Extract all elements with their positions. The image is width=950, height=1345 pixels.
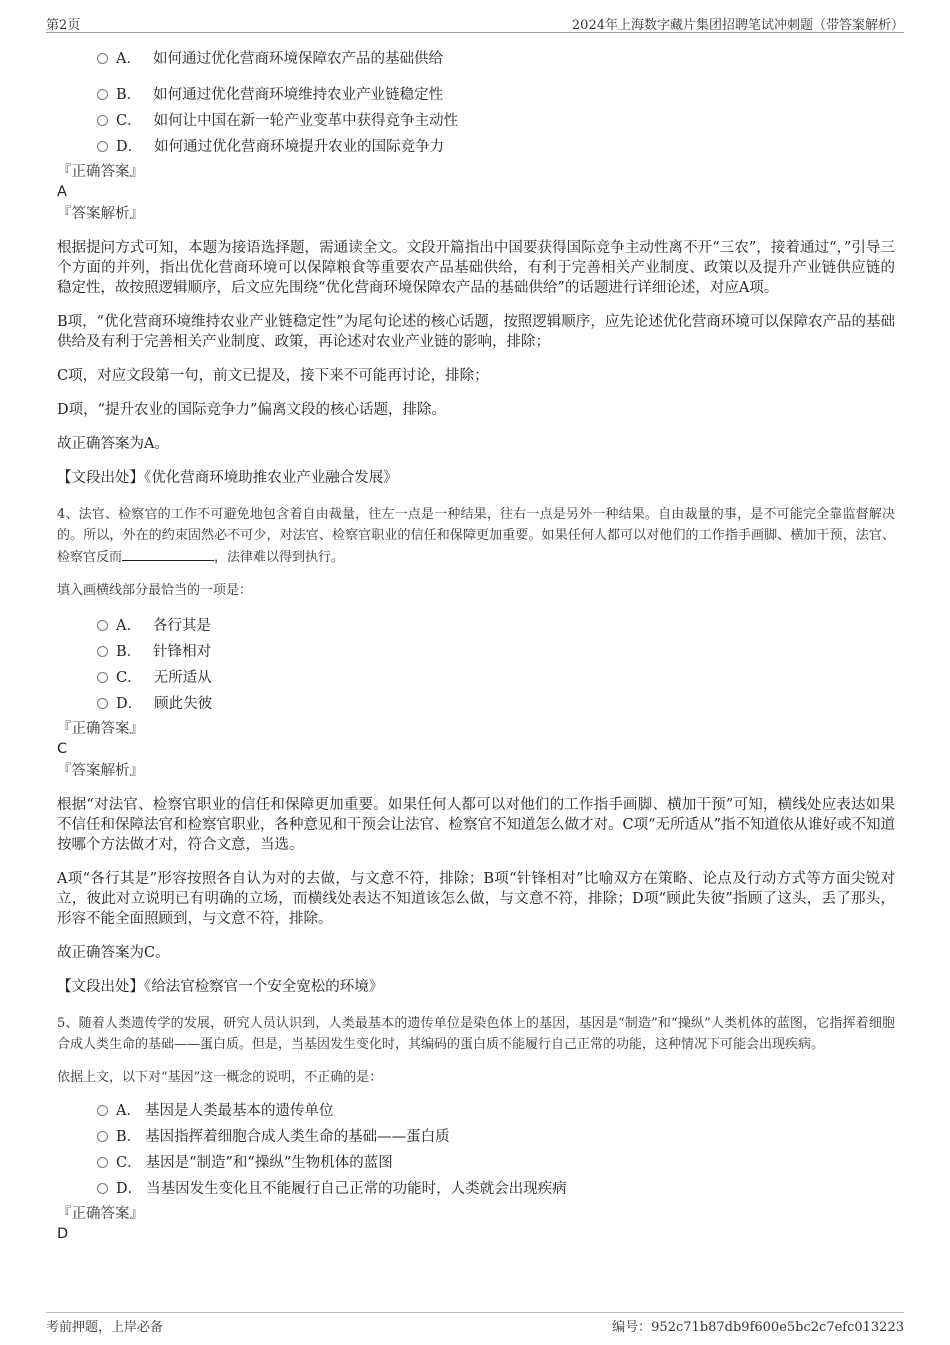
q5-options bbox=[57, 1098, 895, 1202]
option-text: 基因是人类最基本的遗传单位 bbox=[144, 1103, 334, 1119]
option-label: D． bbox=[116, 139, 143, 155]
q4-analysis-p2: A项“各行其是”形容按照各自认为对的去做，与文意不符，排除；B项“针锋相对”比喻双方在策略、论点及行动方式等方面尖锐对立，彼此对立说明已有明确的立场，而横线处表达不知道该怎么做，与文意不符，排除；D项“顾此失彼”指顾了这头，丢了那头，形容不能全面照顾到，与文意不符，排除。 bbox=[57, 871, 895, 927]
option-text: 当基因发生变化且不能履行自己正常的功能时，人类就会出现疾病 bbox=[146, 1181, 567, 1197]
radio-icon[interactable] bbox=[97, 698, 108, 709]
radio-icon[interactable] bbox=[97, 89, 108, 100]
option-text: 针锋相对 bbox=[153, 644, 212, 660]
radio-icon[interactable] bbox=[97, 141, 108, 152]
option-label: C． bbox=[116, 1155, 142, 1171]
q3-analysis-p1: 根据提问方式可知，本题为接语选择题，需通读全文。文段开篇指出中国要获得国际竞争主动性离不开“三农”，接着通过“，”引导三个方面的并列，指出优化营商环境可以保障粮食等重要农产品基础供给，有利于完善相关产业制度、政策以及提升产业链供应链的稳定性，故按照逻辑顺序，后文应先围绕“优化营商环境保障农产品的基础供给”的话题进行详细论述，对应A项。 bbox=[57, 240, 895, 296]
q3-answer: A bbox=[57, 184, 67, 200]
q4-answer-heading: 『正确答案』 bbox=[57, 721, 144, 737]
q4-stem-tail: ，法律难以得到执行。 bbox=[214, 550, 345, 565]
q5-stem: 5、随着人类遗传学的发展，研究人员认识到，人类最基本的遗传单位是染色体上的基因，基因是“制造”和“操纵”人类机体的蓝图，它指挥着细胞合成人类生命的基础——蛋白质。但是，当基因发生变化时，其编码的蛋白质不能履行自己正常的功能，这种情况下可能会出现疾病。 bbox=[57, 1016, 895, 1052]
radio-icon[interactable] bbox=[97, 1157, 108, 1168]
q4-option-a[interactable] bbox=[97, 613, 895, 639]
q4-option-c[interactable] bbox=[97, 665, 895, 691]
q4-stem bbox=[57, 504, 895, 568]
radio-icon[interactable] bbox=[97, 1131, 108, 1142]
q4-answer: C bbox=[57, 741, 68, 757]
q4-source: 【文段出处】《给法官检察官一个安全宽松的环境》 bbox=[57, 979, 384, 995]
code-value: 952c71b87db9f600e5bc2c7efc013223 bbox=[651, 1320, 904, 1335]
q3-analysis-heading: 『答案解析』 bbox=[57, 206, 144, 222]
option-label: B． bbox=[116, 1129, 142, 1145]
option-text: 如何通过优化营商环境维持农业产业链稳定性 bbox=[153, 87, 444, 103]
q3-options bbox=[57, 46, 895, 160]
fill-blank bbox=[122, 546, 214, 561]
option-label: A． bbox=[116, 618, 141, 634]
q3-analysis-p2: B项，“优化营商环境维持农业产业链稳定性”为尾句论述的核心话题，按照逻辑顺序，应先论述优化营商环境可以保障农产品的基础供给及有利于完善相关产业制度、政策，再论述对农业产业链的影响，排除； bbox=[57, 314, 895, 350]
q5-option-b[interactable] bbox=[97, 1124, 895, 1150]
radio-icon[interactable] bbox=[97, 672, 108, 683]
q4-option-b[interactable] bbox=[97, 639, 895, 665]
radio-icon[interactable] bbox=[97, 620, 108, 631]
radio-icon[interactable] bbox=[97, 1105, 108, 1116]
q4-analysis-p1: 根据“对法官、检察官职业的信任和保障更加重要。如果任何人都可以对他们的工作指手画脚、横加干预”可知，横线处应表达如果不信任和保障法官和检察官职业，各种意见和干预会让法官、检察官不知道怎么做才对。C项“无所适从”指不知道依从谁好或不知道按哪个方法做才对，符合文意，当选。 bbox=[57, 797, 895, 853]
q4-prompt: 填入画横线部分最恰当的一项是： bbox=[57, 583, 253, 598]
code-label: 编号： bbox=[612, 1320, 652, 1335]
page-footer bbox=[46, 1312, 904, 1335]
q4-option-d[interactable] bbox=[97, 691, 895, 717]
main-content bbox=[57, 44, 895, 1244]
document-code bbox=[612, 1316, 904, 1335]
option-text: 各行其是 bbox=[152, 618, 211, 634]
option-text: 如何通过优化营商环境保障农产品的基础供给 bbox=[152, 51, 443, 67]
radio-icon[interactable] bbox=[97, 53, 108, 64]
q4-stem-text: 4、法官、检察官的工作不可避免地包含着自由裁量，往左一点是一种结果，往右一点是另外一种结果。自由裁量的事，是不可能完全靠监督解决的。所以，外在的约束固然必不可少，对法官、检察官职业的信任和保障更加重要。如果任何人都可以对他们的工作指手画脚、横加干预，法官、检察官反而 bbox=[57, 507, 895, 565]
q3-option-d[interactable] bbox=[97, 134, 895, 160]
option-text: 基因指挥着细胞合成人类生命的基础——蛋白质 bbox=[145, 1129, 450, 1145]
q5-option-d[interactable] bbox=[97, 1176, 895, 1202]
q3-answer-heading: 『正确答案』 bbox=[57, 164, 144, 180]
radio-icon[interactable] bbox=[97, 1183, 108, 1194]
page-number: 第2页 bbox=[46, 18, 81, 33]
option-label: A． bbox=[116, 1103, 141, 1119]
option-text: 如何让中国在新一轮产业变革中获得竞争主动性 bbox=[153, 113, 459, 129]
option-label: B． bbox=[116, 644, 142, 660]
q5-answer: D bbox=[57, 1226, 69, 1242]
footer-slogan: 考前押题，上岸必备 bbox=[46, 1320, 164, 1335]
option-text: 如何通过优化营商环境提升农业的国际竞争力 bbox=[154, 139, 445, 155]
option-label: C． bbox=[116, 113, 142, 129]
q3-analysis-p4: D项，“提升农业的国际竞争力”偏离文段的核心话题，排除。 bbox=[57, 402, 446, 418]
q5-option-a[interactable] bbox=[97, 1098, 895, 1124]
option-label: D． bbox=[116, 1181, 143, 1197]
option-text: 顾此失彼 bbox=[154, 696, 213, 712]
q5-answer-heading: 『正确答案』 bbox=[57, 1206, 144, 1222]
option-label: A． bbox=[116, 51, 141, 67]
q3-source: 【文段出处】《优化营商环境助推农业产业融合发展》 bbox=[57, 470, 398, 486]
radio-icon[interactable] bbox=[97, 646, 108, 657]
option-text: 基因是“制造”和“操纵”生物机体的蓝图 bbox=[145, 1155, 393, 1171]
q3-analysis-p3: C项，对应文段第一句，前文已提及，接下来不可能再讨论，排除； bbox=[57, 368, 489, 384]
radio-icon[interactable] bbox=[97, 115, 108, 126]
q4-analysis-heading: 『答案解析』 bbox=[57, 763, 144, 779]
q3-option-c[interactable] bbox=[97, 108, 895, 134]
q3-option-b[interactable] bbox=[97, 82, 895, 108]
q5-prompt: 依据上文，以下对“基因”这一概念的说明，不正确的是： bbox=[57, 1070, 383, 1085]
document-title: 2024年上海数字藏片集团招聘笔试冲刺题（带答案解析） bbox=[571, 18, 904, 33]
option-text: 无所适从 bbox=[153, 670, 212, 686]
q5-option-c[interactable] bbox=[97, 1150, 895, 1176]
q4-options bbox=[57, 613, 895, 717]
option-label: B． bbox=[116, 87, 142, 103]
option-label: C． bbox=[116, 670, 142, 686]
q4-analysis-p3: 故正确答案为C。 bbox=[57, 945, 170, 961]
option-label: D． bbox=[116, 696, 143, 712]
q3-analysis-p5: 故正确答案为A。 bbox=[57, 436, 169, 452]
page-header bbox=[46, 10, 904, 33]
q3-option-a[interactable] bbox=[97, 46, 895, 72]
